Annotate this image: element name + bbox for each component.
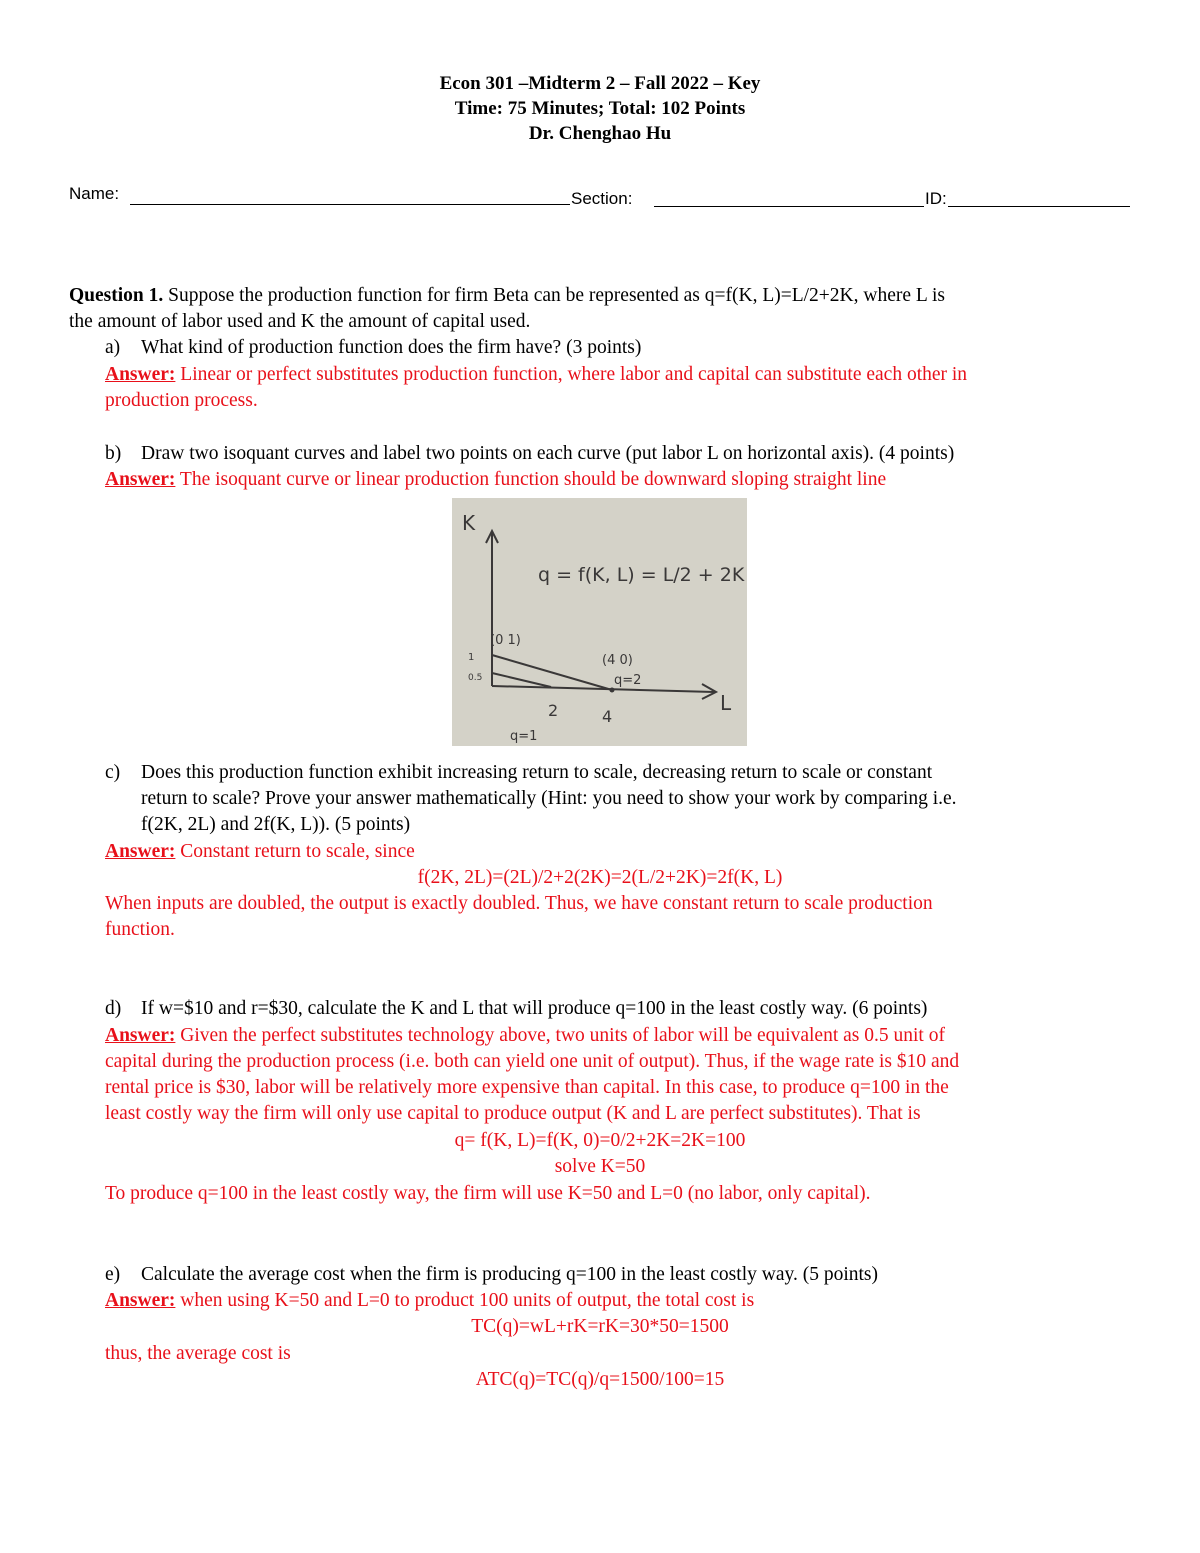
part-d-answer-line-1: [105, 1025, 945, 1047]
part-c-question-line-3: f(2K, 2L) and 2f(K, L)). (5 points): [141, 814, 411, 835]
isoquant-sketch: [452, 498, 747, 746]
part-e-answer-line-2: thus, the average cost is: [105, 1343, 291, 1364]
answer-text: Given the perfect substitutes technology above, two units of labor will be equivalent as 0.5 unit of: [175, 1025, 945, 1046]
part-b-answer-line-1: [105, 469, 886, 491]
answer-label: Answer:: [105, 469, 176, 490]
part-c-answer-line-1: [105, 841, 415, 863]
part-a-question: What kind of production function does the firm have? (3 points): [141, 337, 642, 358]
answer-text: The isoquant curve or linear production function should be downward sloping straight line: [175, 469, 887, 490]
part-d-equation-1: q= f(K, L)=f(K, 0)=0/2+2K=2K=100: [454, 1130, 746, 1151]
part-b-marker: b): [105, 443, 122, 464]
answer-text: when using K=50 and L=0 to product 100 units of output, the total cost is: [175, 1290, 755, 1311]
part-c-answer-line-3: function.: [105, 919, 175, 940]
answer-text: Constant return to scale, since: [175, 841, 415, 862]
id-label: ID:: [925, 189, 947, 208]
part-d-answer-line-2: capital during the production process (i.e. both can yield one unit of output). Thus, if the wage rate is $10 and: [105, 1051, 960, 1072]
part-e-answer-line-1: [105, 1290, 754, 1312]
section-label: Section:: [571, 189, 633, 208]
answer-label: Answer:: [105, 1290, 176, 1311]
part-c-answer-line-2: When inputs are doubled, the output is exactly doubled. Thus, we have constant return to scale production: [105, 893, 933, 914]
l-tick-4: 4: [602, 707, 613, 726]
part-c-question-line-2: return to scale? Prove your answer mathematically (Hint: you need to show your work by comparing i.e.: [141, 788, 957, 809]
answer-label: Answer:: [105, 364, 176, 385]
part-e-equation-2: ATC(q)=TC(q)/q=1500/100=15: [475, 1369, 725, 1390]
point-4-0: [610, 688, 615, 693]
isoquant-q1: [492, 673, 551, 687]
q1-label: q=1: [510, 729, 538, 744]
id-field[interactable]: [948, 206, 1130, 207]
part-e-question: Calculate the average cost when the firm is producing q=100 in the least costly way. (5 points): [141, 1264, 878, 1285]
part-d-answer-line-3: rental price is $30, labor will be relatively more expensive than capital. In this case, to produce q=100 in the: [105, 1077, 949, 1098]
isoquant-equation: q = f(K, L) = L/2 + 2K: [538, 564, 745, 586]
instructor-name: Dr. Chenghao Hu: [528, 123, 672, 144]
part-c-equation: f(2K, 2L)=(2L)/2+2(2K)=2(L/2+2K)=2f(K, L): [417, 867, 783, 888]
k-axis-label: K: [462, 511, 476, 535]
section-field[interactable]: [654, 206, 924, 207]
part-a-answer-line-1: [105, 364, 967, 386]
part-a-marker: a): [105, 337, 121, 358]
part-e-marker: e): [105, 1264, 121, 1285]
name-label: Name:: [69, 184, 120, 203]
question-1-stem-line-2: the amount of labor used and K the amount of capital used.: [69, 311, 531, 332]
question-1-stem-text: Suppose the production function for firm Beta can be represented as q=f(K, L)=L/2+2K, where L is: [163, 285, 945, 306]
part-b-question: Draw two isoquant curves and label two points on each curve (put labor L on horizontal axis). (4 points): [141, 443, 955, 464]
point-0-1-label: (0 1): [490, 633, 521, 648]
answer-label: Answer:: [105, 841, 176, 862]
part-a-answer-line-2: production process.: [105, 390, 258, 411]
part-d-marker: d): [105, 998, 122, 1019]
l-axis-label: L: [720, 691, 732, 715]
exam-title: Econ 301 –Midterm 2 – Fall 2022 – Key: [439, 73, 761, 94]
question-1-stem-line-1: [69, 285, 945, 307]
part-d-equation-2: solve K=50: [554, 1156, 646, 1177]
point-4-0-label: (4 0): [602, 653, 633, 668]
part-c-question-line-1: Does this production function exhibit increasing return to scale, decreasing return to scale or constant: [141, 762, 933, 783]
part-d-question: If w=$10 and r=$30, calculate the K and L that will produce q=100 in the least costly way. (6 points): [141, 998, 928, 1019]
answer-label: Answer:: [105, 1025, 176, 1046]
k-tick-05: 0.5: [468, 673, 483, 683]
question-number: Question 1.: [69, 285, 164, 306]
q2-label: q=2: [614, 673, 642, 688]
part-c-marker: c): [105, 762, 121, 783]
k-tick-1: 1: [468, 652, 475, 663]
answer-text: Linear or perfect substitutes production function, where labor and capital can substitute each other in: [175, 364, 968, 385]
part-d-answer-line-4: least costly way the firm will only use capital to produce output (K and L are perfect substitutes). That is: [105, 1103, 921, 1124]
isoquant-q2: [492, 655, 612, 690]
l-tick-2: 2: [548, 701, 559, 720]
exam-subtitle: Time: 75 Minutes; Total: 102 Points: [454, 98, 746, 119]
part-d-answer-line-5: To produce q=100 in the least costly way, the firm will use K=50 and L=0 (no labor, only capital).: [105, 1183, 871, 1204]
name-field[interactable]: [130, 204, 570, 205]
isoquant-sketch-photo: [452, 498, 747, 746]
part-e-equation-1: TC(q)=wL+rK=rK=30*50=1500: [471, 1316, 729, 1337]
